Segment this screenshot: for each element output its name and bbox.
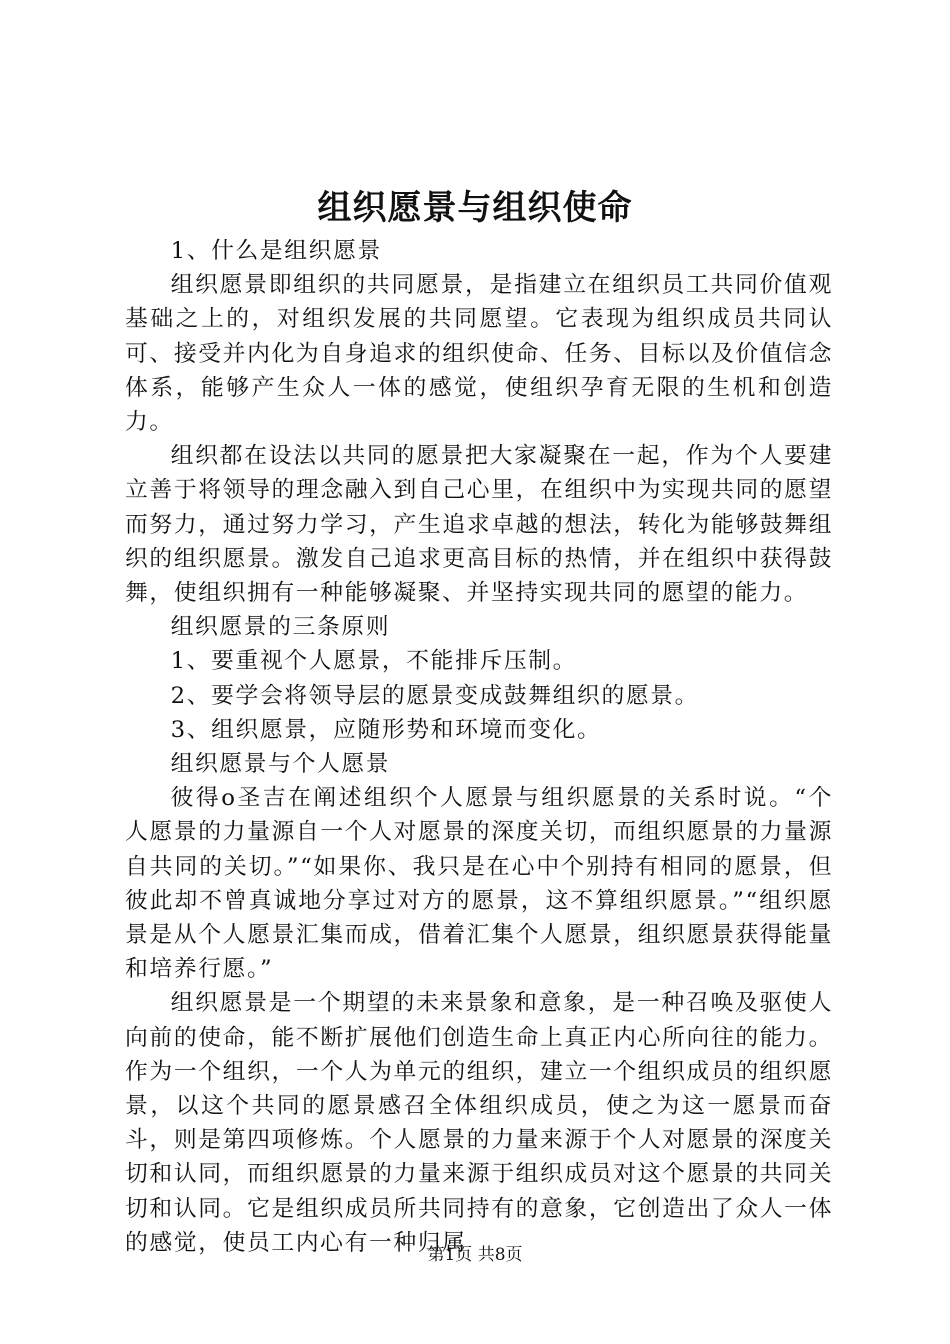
body-paragraph: 组织愿景即组织的共同愿景，是指建立在组织员工共同价值观基础之上的，对组织发展的共同愿望。它表现为组织成员共同认可、接受并内化为自身追求的组织使命、任务、目标以及价值信念体系，能够产生众人一体的感觉，使组织孕育无限的生机和创造力。 [125,272,833,436]
body-paragraph: 组织都在设法以共同的愿景把大家凝聚在一起，作为个人要建立善于将领导的理念融入到自己心里，在组织中为实现共同的愿望而努力，通过努力学习，产生追求卓越的想法，转化为能够鼓舞组织的组织愿景。激发自己追求更高目标的热情，并在组织中获得鼓舞，使组织拥有一种能够凝聚、并坚持实现共同的愿望的能力。 [125,443,833,607]
section-heading: 组织愿景与个人愿景 [170,751,391,778]
body-paragraph: 组织愿景是一个期望的未来景象和意象，是一种召唤及驱使人向前的使命，能不断扩展他们创造生命上真正内心所向往的能力。作为一个组织，一个人为单元的组织，建立一个组织成员的组织愿景，以这个共同的愿景感召全体组织成员，使之为这一愿景而奋斗，则是第四项修炼。个人愿景的力量来源于个人对愿景的深度关切和认同，而组织愿景的力量来源于组织成员对这个愿景的共同关切和认同。它是组织成员所共同持有的意象，它创造出了众人一体的感觉，使员工内心有一种归属 [125,990,833,1256]
principle-item: 1、要重视个人愿景，不能排斥压制。 [170,648,578,675]
document-body [125,234,833,1260]
section-heading: 1、什么是组织愿景 [170,238,382,264]
body-paragraph: 彼得o圣吉在阐述组织个人愿景与组织愿景的关系时说。“个人愿景的力量源自一个人对愿景的深度关切，而组织愿景的力量源自共同的关切。”“如果你、我只是在心中个别持有相同的愿景，但彼此却不曾真诚地分享过对方的愿景，这不算组织愿景。”“组织愿景是从个人愿景汇集而成，借着汇集个人愿景，组织愿景获得能量和培养行愿。” [125,785,833,983]
page-footer: 第1页 共8页 [427,1245,523,1265]
section-heading: 组织愿景的三条原则 [170,614,391,641]
principle-item: 2、要学会将领导层的愿景变成鼓舞组织的愿景。 [170,682,700,709]
principle-item: 3、组织愿景，应随形势和环境而变化。 [170,716,602,743]
document-title: 组织愿景与组织使命 [317,188,633,228]
